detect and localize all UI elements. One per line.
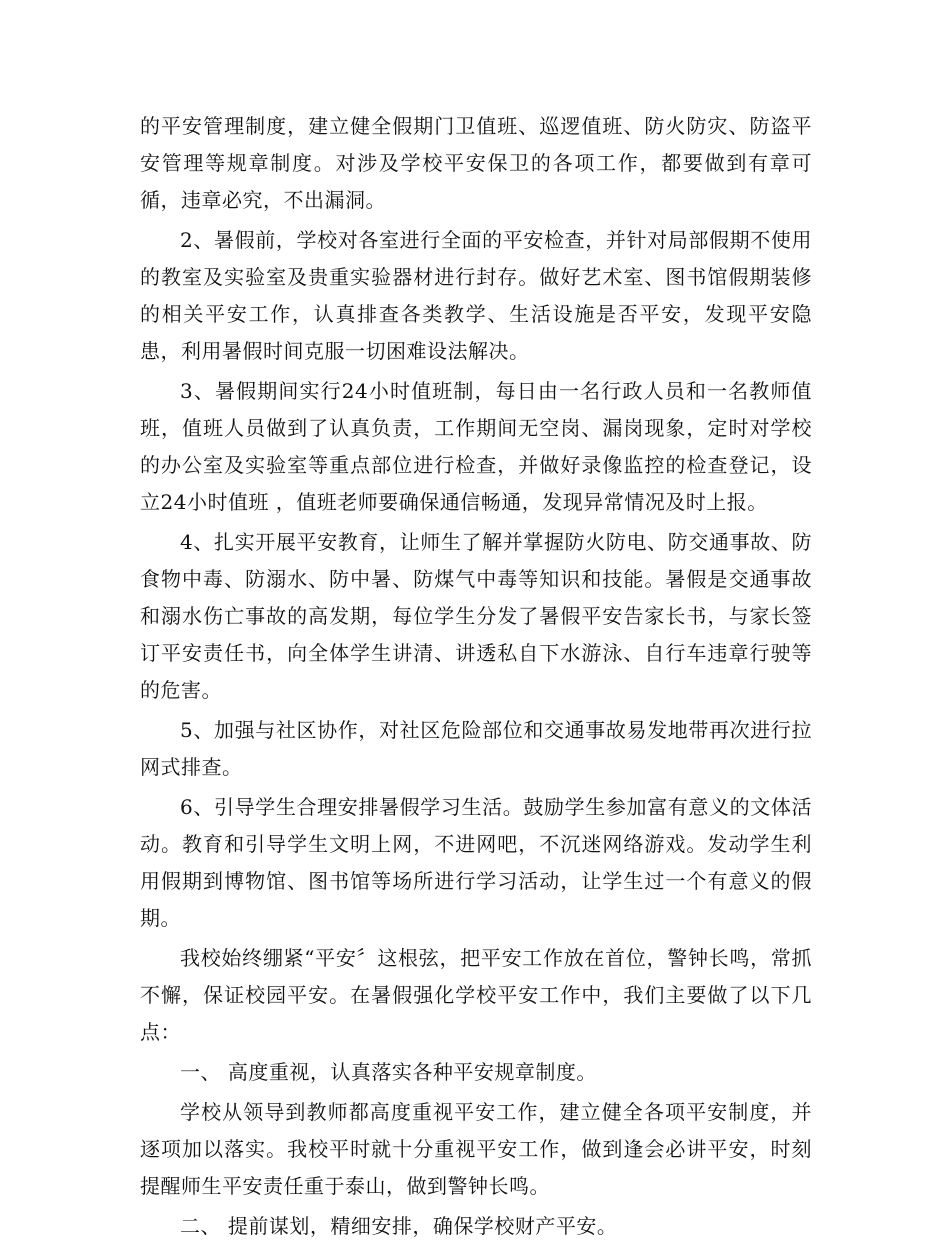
section-heading-1: 一、 高度重视，认真落实各种平安规章制度。: [180, 1060, 597, 1084]
paragraph-4: 5、加强与社区协作，对社区危险部位和交通事故易发地带再次进行拉网式排查。: [140, 718, 812, 779]
paragraph-3: 4、扎实开展平安教育，让师生了解并掌握防火防电、防交通事故、防食物中毒、防溺水、防中暑、防煤气中毒等知识和技能。暑假是交通事故和溺水伤亡事故的高发期，每位学生分发了暑假平安告家长书，与家长签订平安责任书，向全体学生讲清、讲透私自下水游泳、自行车违章行驶等的危害。: [140, 530, 812, 702]
document-body: [140, 108, 812, 1248]
section-heading-2: 二、 提前谋划，精细安排，确保学校财产平安。: [180, 1214, 618, 1238]
paragraph-8: 学校从领导到教师都高度重视平安工作，建立健全各项平安制度，并逐项加以落实。我校平时就十分重视平安工作，做到逢会必讲平安，时刻提醒师生平安责任重于泰山，做到警钟长鸣。: [140, 1100, 812, 1198]
paragraph-5: 6、引导学生合理安排暑假学习生活。鼓励学生参加富有意义的文体活动。教育和引导学生文明上网，不进网吧，不沉迷网络游戏。发动学生利用假期到博物馆、图书馆等场所进行学习活动，让学生过一个有意义的假期。: [140, 795, 812, 930]
paragraph-6: 我校始终绷紧“平安〞这根弦，把平安工作放在首位，警钟长鸣，常抓不懈，保证校园平安。在暑假强化学校平安工作中，我们主要做了以下几点：: [140, 946, 812, 1044]
paragraph-1: 2、暑假前，学校对各室进行全面的平安检查，并针对局部假期不使用的教室及实验室及贵重实验器材进行封存。做好艺术室、图书馆假期装修的相关平安工作，认真排查各类教学、生活设施是否平安，发现平安隐患，利用暑假时间克服一切困难设法解决。: [140, 228, 812, 363]
paragraph-2: 3、暑假期间实行24小时值班制，每日由一名行政人员和一名教师值班，值班人员做到了认真负责，工作期间无空岗、漏岗现象，定时对学校的办公室及实验室等重点部位进行检查，并做好录像监控的检查登记，设立24小时值班 ，值班老师要确保通信畅通，发现异常情况及时上报。: [140, 379, 812, 514]
paragraph-0: 的平安管理制度，建立健全假期门卫值班、巡逻值班、防火防灾、防盗平安管理等规章制度。对涉及学校平安保卫的各项工作，都要做到有章可循，违章必究，不出漏洞。: [140, 114, 812, 212]
